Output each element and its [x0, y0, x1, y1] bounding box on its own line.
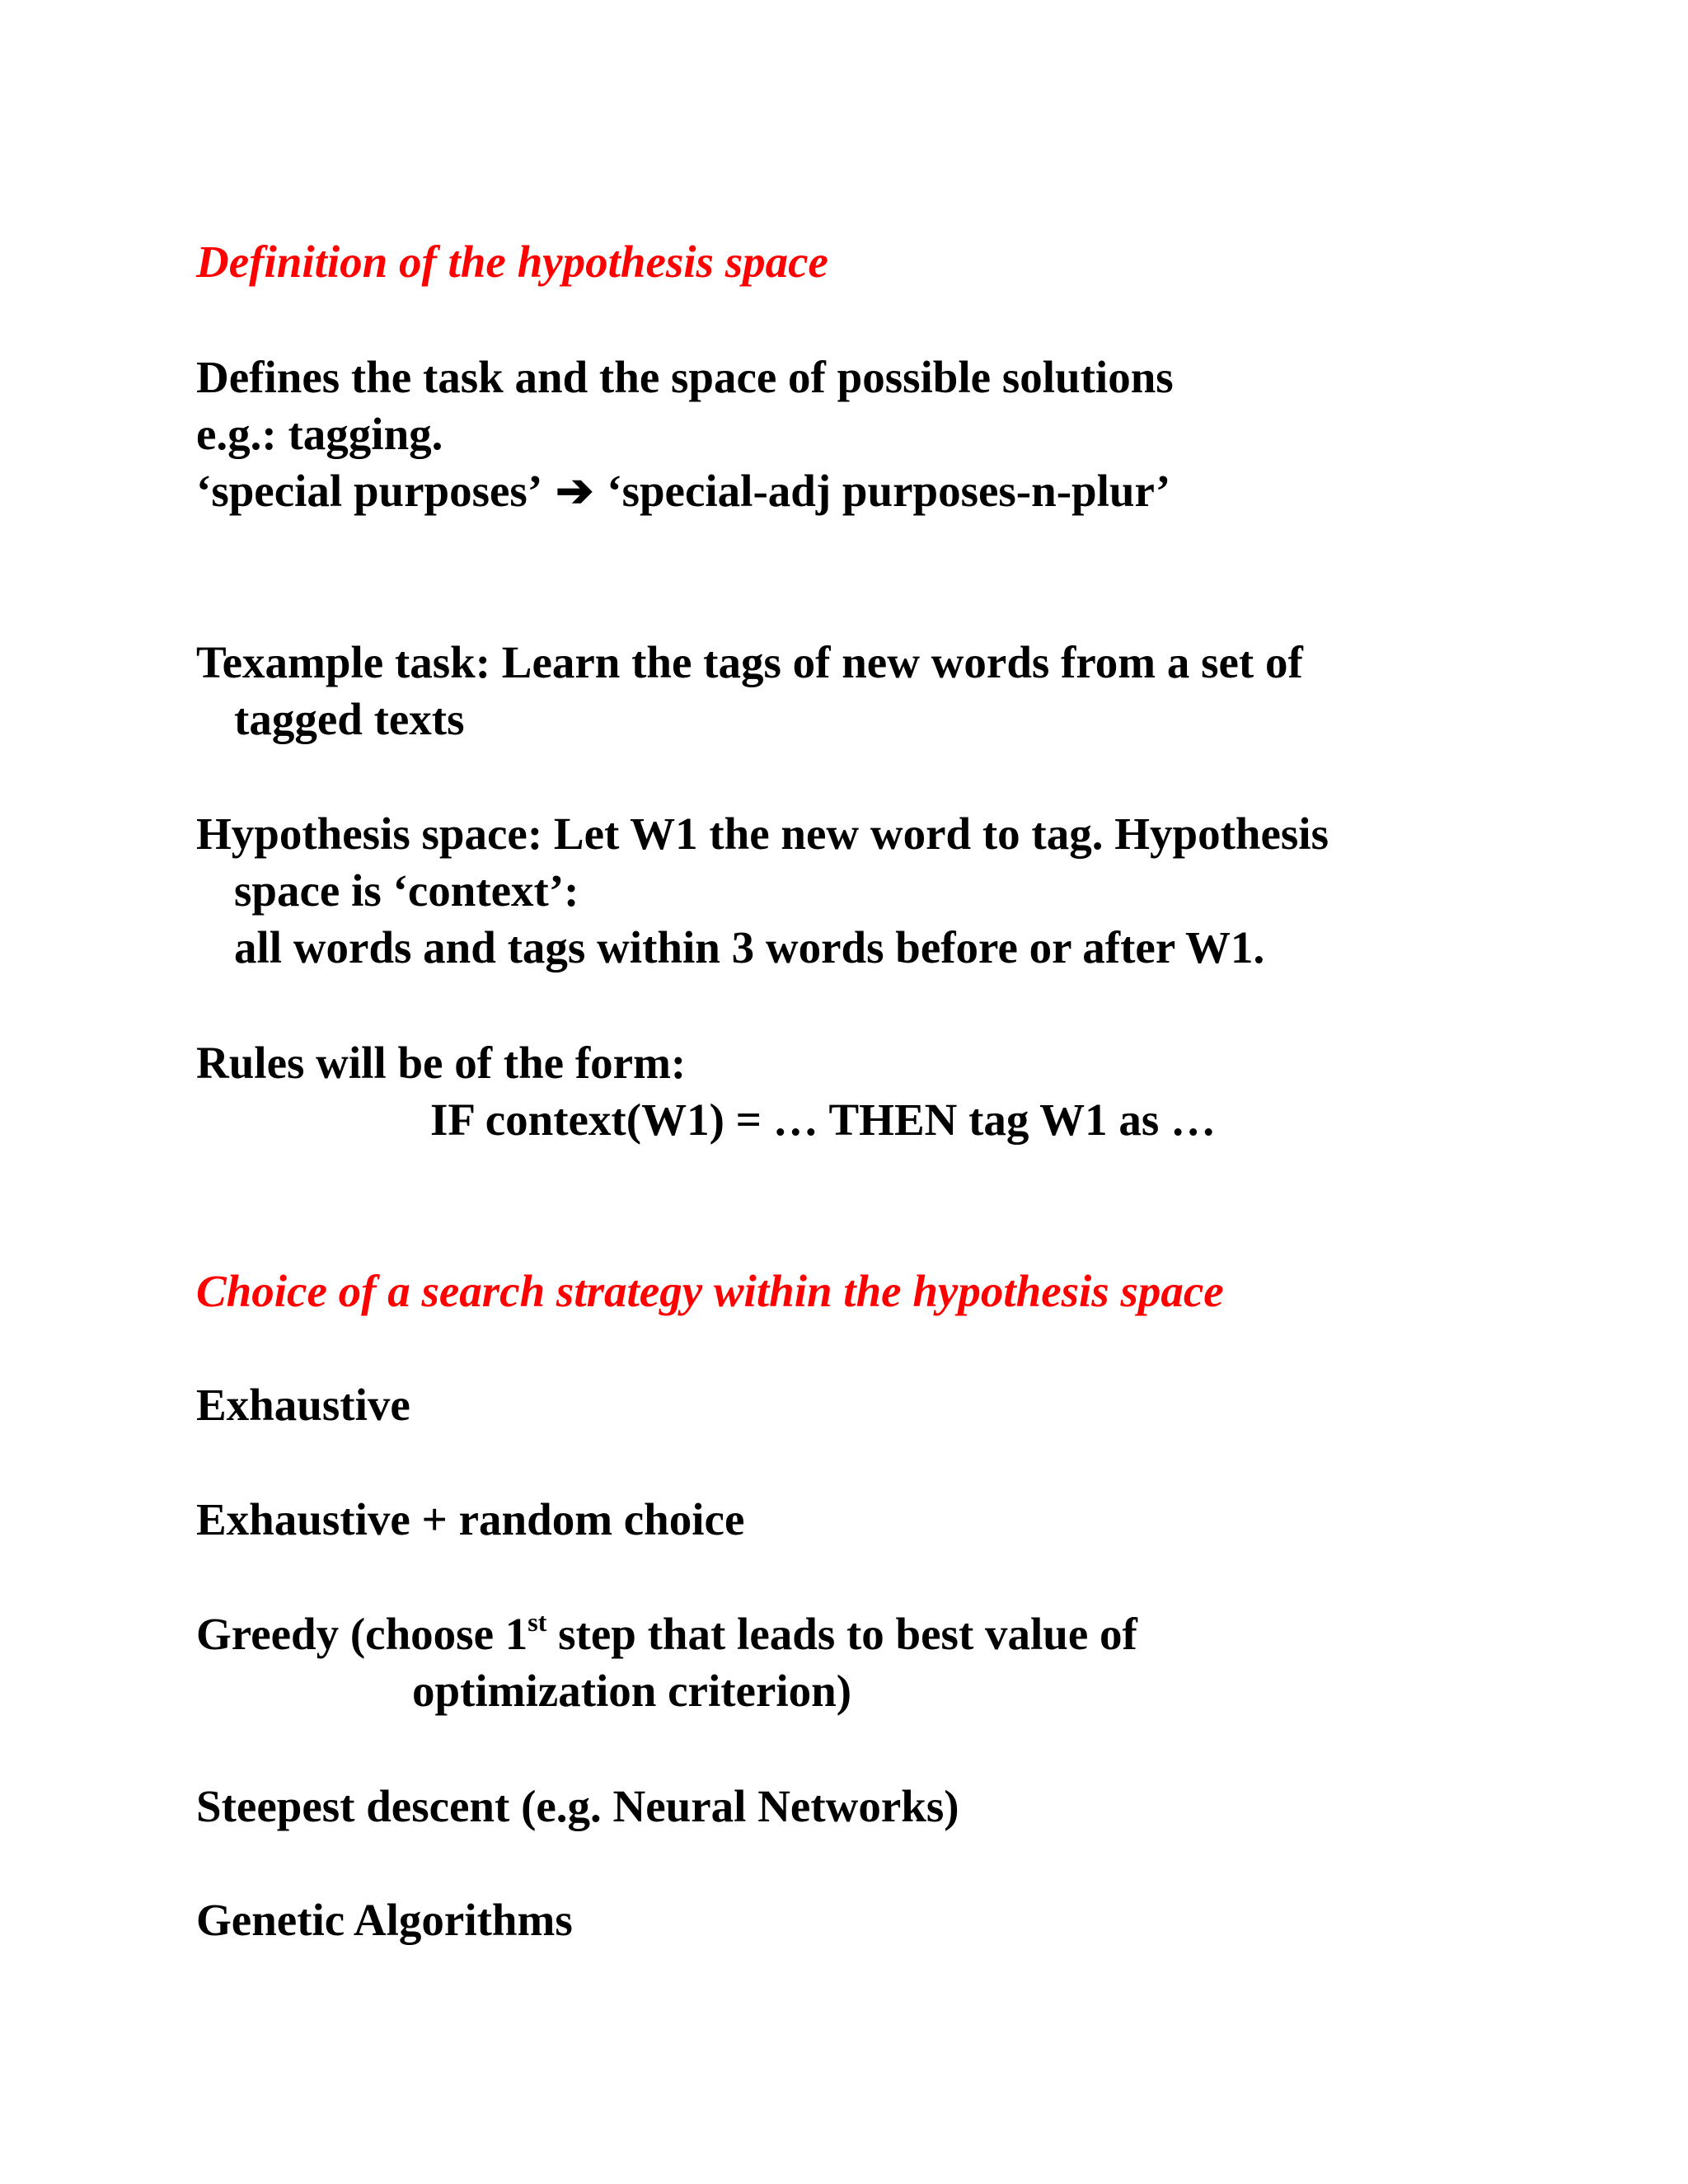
- section-heading-search-strategy: Choice of a search strategy within the hypothesis space: [196, 1266, 1224, 1316]
- greedy-text-part-2: step that leads to best value of: [546, 1609, 1137, 1659]
- section-heading-hypothesis-space: Definition of the hypothesis space: [196, 237, 828, 287]
- example-input-text: ‘special purposes’: [196, 466, 543, 516]
- intro-line-1: Defines the task and the space of possible solutions: [196, 352, 1174, 402]
- hypothesis-line-2: space is ‘context’:: [234, 865, 579, 916]
- strategy-exhaustive: Exhaustive: [196, 1380, 410, 1430]
- example-output-text: ‘special-adj purposes-n-plur’: [607, 466, 1171, 516]
- rules-line-1: Rules will be of the form:: [196, 1038, 687, 1088]
- rules-line-2: IF context(W1) = … THEN tag W1 as …: [430, 1094, 1217, 1145]
- greedy-superscript: st: [528, 1607, 547, 1637]
- example-task-line-1: Texample task: Learn the tags of new words from a set of: [196, 637, 1303, 687]
- intro-line-3: [196, 466, 1171, 516]
- strategy-steepest-descent: Steepest descent (e.g. Neural Networks): [196, 1781, 959, 1831]
- hypothesis-line-1: Hypothesis space: Let W1 the new word to tag. Hypothesis: [196, 808, 1329, 859]
- strategy-genetic-algorithms: Genetic Algorithms: [196, 1895, 573, 1945]
- example-task-line-2: tagged texts: [234, 694, 465, 744]
- strategy-greedy-line-1: [196, 1607, 1137, 1659]
- strategy-greedy-line-2: optimization criterion): [412, 1666, 852, 1716]
- intro-line-2: e.g.: tagging.: [196, 409, 443, 459]
- hypothesis-line-3: all words and tags within 3 words before or after W1.: [234, 922, 1265, 972]
- strategy-exhaustive-random: Exhaustive + random choice: [196, 1494, 745, 1544]
- right-arrow-icon: ➔: [556, 466, 594, 516]
- greedy-text-part-1: Greedy (choose 1: [196, 1609, 528, 1659]
